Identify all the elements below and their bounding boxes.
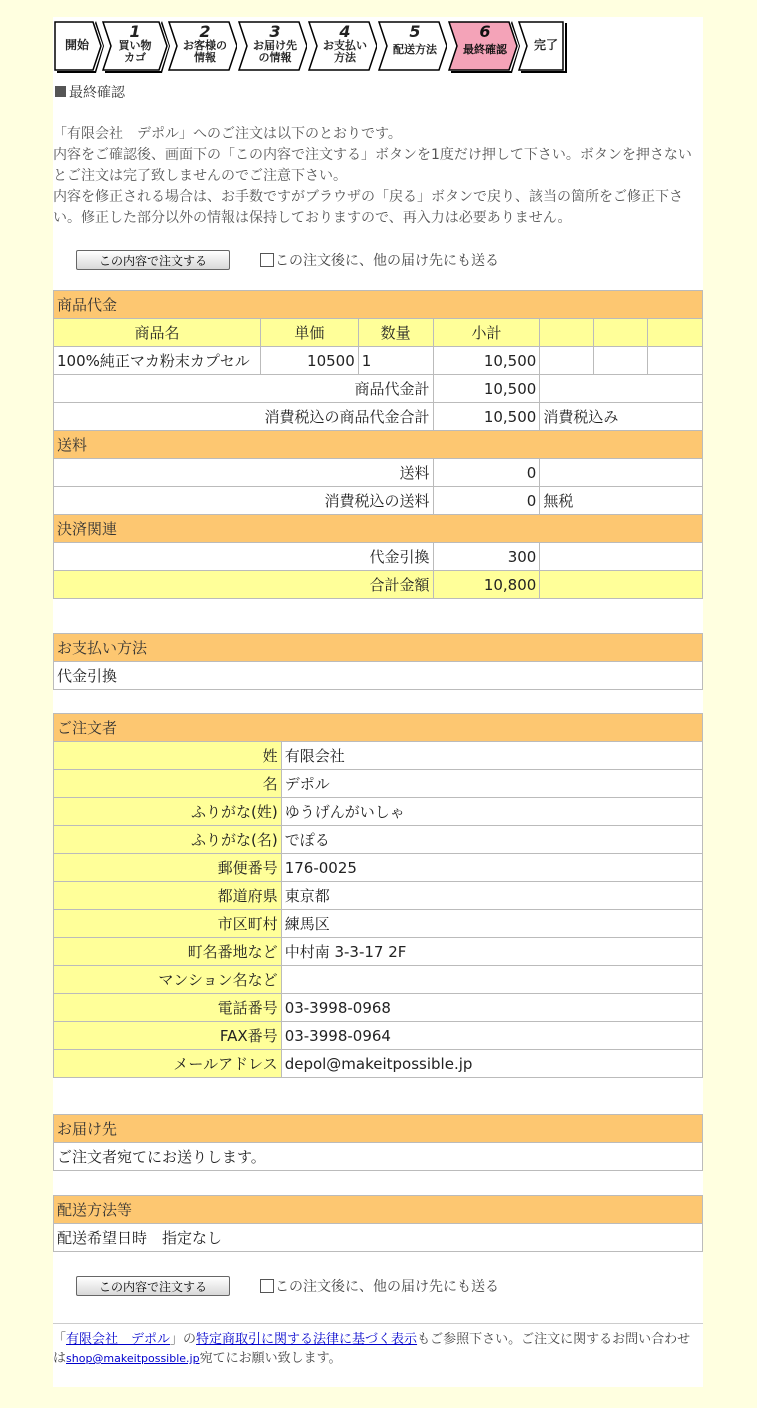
step-cart-label-2: カゴ [124, 51, 146, 64]
step-cart-label-1: 買い物 [118, 39, 152, 52]
footer-notice [53, 1330, 703, 1368]
customer-label: ふりがな(名) [54, 826, 282, 854]
intro-line-3: 内容を修正される場合は、お手数ですがブラウザの「戻る」ボタンで戻り、該当の箇所をご修正下さい。修正した部分以外の情報は保持しておりますので、再入力は必要ありません。 [53, 189, 683, 226]
square-bullet-icon [55, 86, 66, 97]
customer-label: 姓 [54, 742, 282, 770]
col-header-blank [540, 319, 594, 347]
page-title [55, 82, 125, 102]
intro-line-1: 「有限会社 デポル」へのご注文は以下のとおりです。 [53, 126, 402, 142]
step-delivery [377, 20, 437, 70]
customer-value: でぽる [281, 826, 702, 854]
step-delivery-label: 配送方法 [393, 43, 437, 56]
destination-value: ご注文者宛てにお送りします。 [54, 1143, 703, 1171]
payment-method-value: 代金引換 [54, 662, 703, 690]
product-name: 100%純正マカ粉末カプセル [54, 347, 261, 375]
product-row [54, 347, 703, 375]
customer-value: 03-3998-0964 [281, 1022, 702, 1050]
product-price: 10500 [260, 347, 358, 375]
destination-table [53, 1114, 703, 1171]
product-section-title: 商品代金 [54, 291, 703, 319]
step-payment [307, 20, 367, 70]
customer-table [53, 713, 703, 1078]
shop-link[interactable]: 有限会社 デポル [66, 1332, 171, 1347]
customer-label: 市区町村 [54, 910, 282, 938]
shipping-section-title: 送料 [54, 431, 703, 459]
step-destination-number: 3 [269, 22, 281, 41]
another-destination-label-bottom: この注文後に、他の届け先にも送る [275, 1279, 499, 1295]
order-summary-table [53, 290, 703, 599]
shipping-fee-label: 送料 [54, 459, 434, 487]
col-header-subtotal: 小計 [433, 319, 540, 347]
payment-fee-section-title: 決済関連 [54, 515, 703, 543]
checkout-steps [53, 20, 573, 74]
step-customer-number: 2 [199, 22, 211, 41]
confirm-order-button-top[interactable]: この内容で注文する [76, 250, 230, 270]
payment-method-title: お支払い方法 [54, 634, 703, 662]
another-destination-checkbox-top[interactable] [260, 253, 274, 267]
another-destination-label-top: この注文後に、他の届け先にも送る [275, 253, 499, 269]
customer-value: 東京都 [281, 882, 702, 910]
step-cart-number: 1 [129, 22, 141, 41]
step-customer [167, 20, 227, 70]
destination-title: お届け先 [54, 1115, 703, 1143]
shipping-taxed-value: 0 [433, 487, 540, 515]
payment-method-table [53, 633, 703, 690]
product-taxed-label: 消費税込の商品代金合計 [54, 403, 434, 431]
footer-text: もご参照下さい。ご注文に関するお問い合わせは [53, 1332, 691, 1366]
col-header-price: 単価 [260, 319, 358, 347]
step-final-confirm-label: 最終確認 [463, 43, 507, 56]
customer-value: ゆうげんがいしゃ [281, 798, 702, 826]
customer-label: 町名番地など [54, 938, 282, 966]
footer-text: 宛てにお願い致します。 [199, 1351, 342, 1366]
footer-text: 」の [170, 1332, 197, 1347]
customer-label: FAX番号 [54, 1022, 282, 1050]
customer-value: 中村南 3-3-17 2F [281, 938, 702, 966]
law-disclosure-link[interactable]: 特定商取引に関する法律に基づく表示 [196, 1332, 418, 1347]
step-destination-label-2: の情報 [258, 51, 292, 64]
customer-label: マンション名など [54, 966, 282, 994]
customer-value [281, 966, 702, 994]
cod-fee-label: 代金引換 [54, 543, 434, 571]
step-complete [517, 20, 577, 70]
col-header-blank [648, 319, 703, 347]
product-total-label: 商品代金計 [54, 375, 434, 403]
step-payment-label-1: お支払い [323, 39, 367, 52]
grand-total-label: 合計金額 [54, 571, 434, 599]
customer-label: 名 [54, 770, 282, 798]
step-destination [237, 20, 297, 70]
customer-label: 郵便番号 [54, 854, 282, 882]
grand-total-value: 10,800 [433, 571, 540, 599]
customer-value: depol@makeitpossible.jp [281, 1050, 702, 1078]
confirm-order-button-bottom[interactable]: この内容で注文する [76, 1276, 230, 1296]
shipping-taxed-note: 無税 [540, 487, 703, 515]
footer-divider [53, 1323, 703, 1324]
customer-label: 都道府県 [54, 882, 282, 910]
product-taxed-note: 消費税込み [540, 403, 703, 431]
customer-section-title: ご注文者 [54, 714, 703, 742]
customer-label: ふりがな(姓) [54, 798, 282, 826]
customer-value: 有限会社 [281, 742, 702, 770]
order-controls-bottom [76, 1276, 676, 1298]
product-qty: 1 [358, 347, 433, 375]
customer-label: メールアドレス [54, 1050, 282, 1078]
shipping-fee-value: 0 [433, 459, 540, 487]
customer-value: 練馬区 [281, 910, 702, 938]
step-final-confirm [447, 20, 507, 70]
footer-text: 「 [53, 1332, 67, 1347]
step-customer-label-1: お客様の [183, 39, 227, 52]
step-complete-label: 完了 [533, 38, 558, 52]
product-subtotal: 10,500 [433, 347, 540, 375]
email-link[interactable]: shop@makeitpossible.jp [66, 1352, 200, 1365]
customer-value: 176-0025 [281, 854, 702, 882]
step-cart [101, 20, 161, 70]
customer-value: デポル [281, 770, 702, 798]
col-header-qty: 数量 [358, 319, 433, 347]
intro-line-2: 内容をご確認後、画面下の「この内容で注文する」ボタンを1度だけ押して下さい。ボタンを押さないとご注文は完了致しませんのでご注意下さい。 [53, 147, 692, 184]
step-delivery-number: 5 [409, 22, 421, 41]
col-header-name: 商品名 [54, 319, 261, 347]
another-destination-checkbox-bottom[interactable] [260, 1279, 274, 1293]
customer-value: 03-3998-0968 [281, 994, 702, 1022]
delivery-value: 配送希望日時 指定なし [54, 1224, 703, 1252]
step-payment-number: 4 [339, 22, 351, 41]
page-title-text: 最終確認 [69, 85, 125, 101]
step-payment-label-2: 方法 [334, 51, 356, 64]
step-customer-label-2: 情報 [194, 51, 216, 64]
product-taxed-value: 10,500 [433, 403, 540, 431]
customer-label: 電話番号 [54, 994, 282, 1022]
order-controls-top [76, 250, 676, 272]
cod-fee-value: 300 [433, 543, 540, 571]
step-destination-label-1: お届け先 [253, 39, 297, 52]
col-header-blank [594, 319, 648, 347]
delivery-table [53, 1195, 703, 1252]
intro-text [53, 124, 703, 229]
delivery-title: 配送方法等 [54, 1196, 703, 1224]
step-start-label: 開始 [64, 38, 89, 52]
step-final-confirm-number: 6 [479, 22, 491, 41]
product-total-value: 10,500 [433, 375, 540, 403]
shipping-taxed-label: 消費税込の送料 [54, 487, 434, 515]
